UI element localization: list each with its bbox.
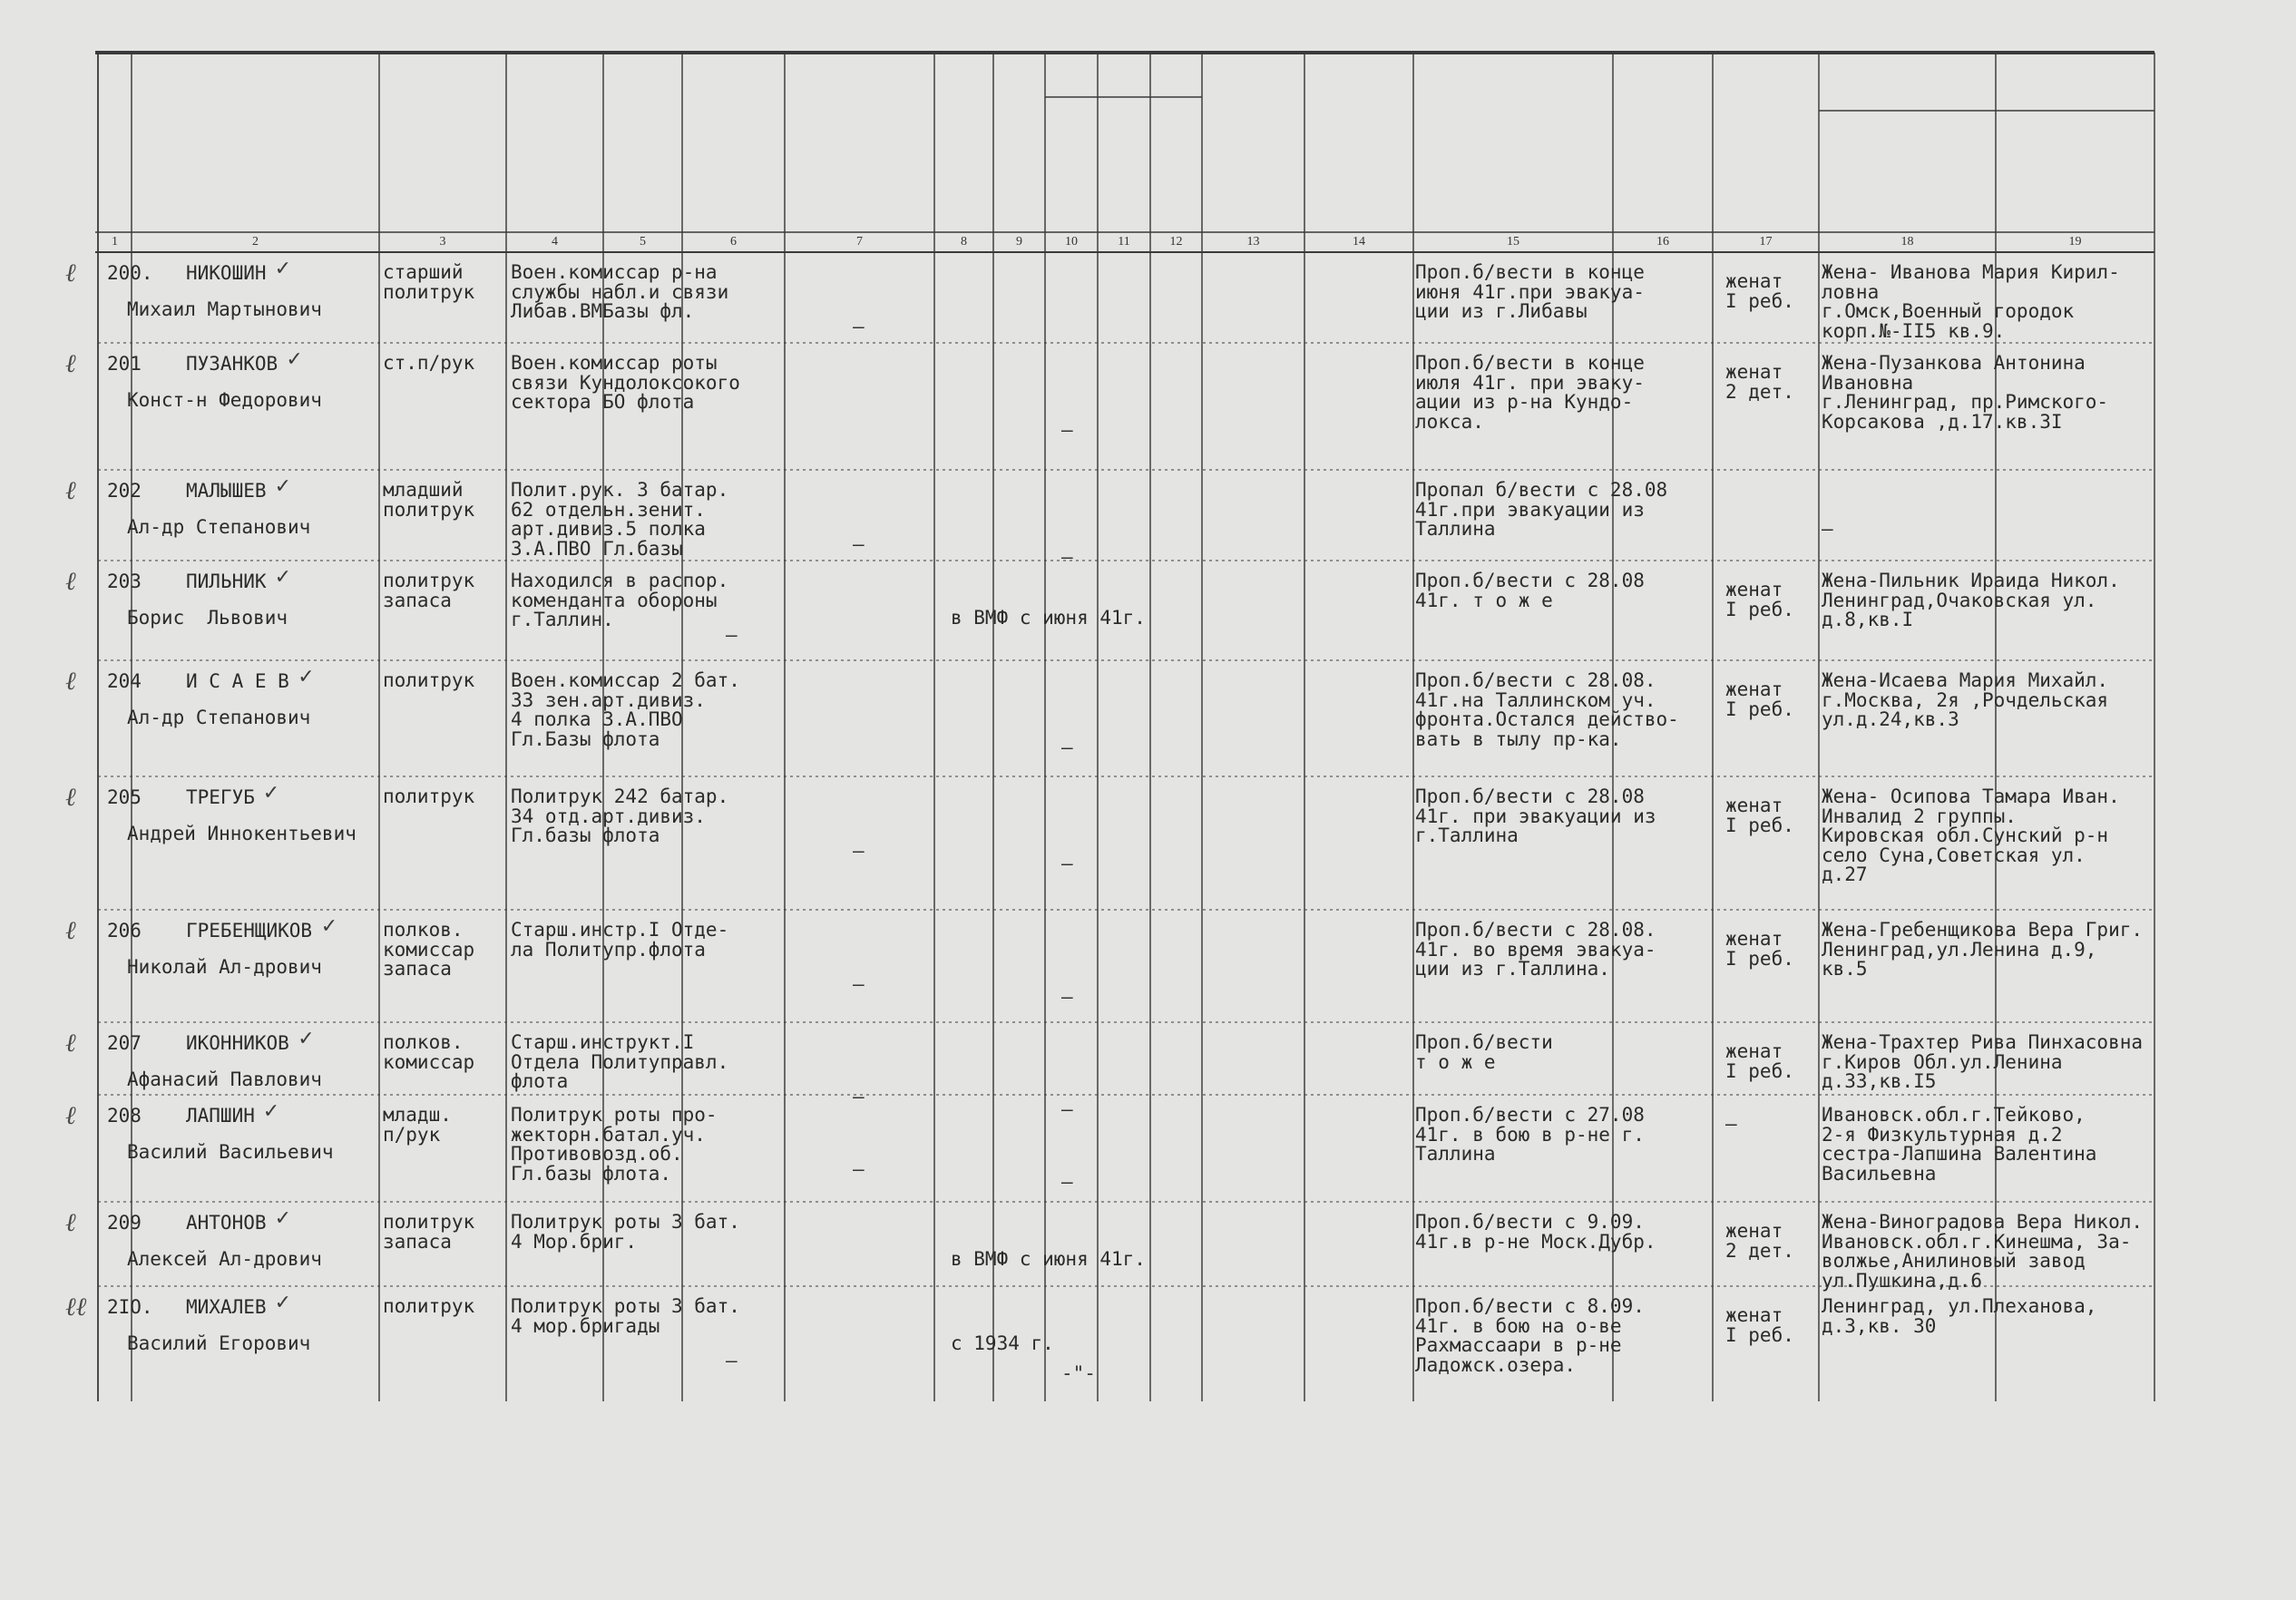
record-rank: политрук запаса [383,570,475,611]
record-number: 201 [107,353,142,375]
column-number: 8 [961,235,967,249]
record-given-names: Андрей Иннокентьевич [127,823,357,844]
handwritten-mark: ℓ [65,1028,76,1058]
record-position: Воен.комиссар роты связи Кундолоксокого сектора БО флота [511,352,740,413]
column-number: 3 [439,235,446,249]
record-marital-status: женат I реб. [1725,1040,1794,1082]
check-mark: ✓ [286,348,303,371]
record-surname: МИХАЛЕВ [186,1296,267,1318]
check-mark: ✓ [274,1207,292,1230]
record-surname: МАЛЫШЕВ [186,480,267,502]
column-number: 18 [1900,235,1914,249]
check-mark: ✓ [320,915,338,938]
record-marital-status: женат I реб. [1725,795,1794,836]
record-reason: Проп.б/вести с 28.08 41г. т о ж е [1415,570,1645,611]
record-relatives: — [1822,518,1833,540]
record-service-term: в ВМФ с июня 41г. [951,1248,1146,1270]
record-rank: политрук [383,669,475,691]
column-number: 9 [1016,235,1022,249]
record-birthplace: — [853,840,865,862]
record-surname: ПИЛЬНИК [186,571,267,592]
record-given-names: Ал-др Степанович [127,516,311,538]
record-relatives: Жена-Виноградова Вера Никол. Ивановск.обл.г.Кинешма, За- волжье,Анилиновый завод ул.Пушкина,д.6 [1822,1211,2144,1292]
record-reason: Проп.б/вести в конце июля 41г. при эваку- ации из р-на Кундо- локса. [1415,352,1645,433]
record-given-names: Борис Львович [127,607,288,629]
record-number: 208 [107,1105,142,1127]
record-rank: старший политрук [383,261,475,303]
check-mark: ✓ [298,666,315,688]
check-mark: ✓ [274,1292,292,1314]
record-party: — [726,1350,738,1371]
record-service-term: в ВМФ с июня 41г. [951,607,1146,629]
record-rank: полков. комиссар запаса [383,919,475,980]
record-given-names: Николай Ал-дрович [127,956,322,978]
record-relatives: Ленинград, ул.Плеханова, д.3,кв. 30 [1822,1295,2097,1337]
check-mark: ✓ [274,475,292,498]
column-number: 7 [856,235,863,249]
column-number: 11 [1118,235,1130,249]
record-reason: Проп.б/вести с 27.08 41г. в бою в р-не г. Таллина [1415,1104,1645,1165]
handwritten-mark: ℓ [65,915,76,945]
check-mark: ✓ [298,1028,315,1050]
record-position: Полит.рук. 3 батар. 62 отдельн.зенит. арт.дивиз.5 полка З.А.ПВО Гл.базы [511,479,729,560]
record-reason: Проп.б/вести т о ж е [1415,1031,1553,1073]
column-number: 16 [1656,235,1669,249]
handwritten-mark: ℓ [65,566,76,596]
record-relatives: Жена- Иванова Мария Кирил- ловна г.Омск,Военный городок корп.№-II5 кв.9. [1822,261,2120,342]
record-number: 203 [107,571,142,592]
column-number: 6 [730,235,737,249]
column-number: 19 [2068,235,2082,249]
record-number: 202 [107,480,142,502]
record-number: 205 [107,786,142,808]
record-marital-status: — [1725,1113,1737,1135]
record-given-names: Василий Егорович [127,1332,311,1354]
record-relatives: Жена- Осипова Тамара Иван. Инвалид 2 группы. Кировская обл.Сунский р-н село Суна,Советская ул. д.27 [1822,785,2120,885]
record-position: Политрук роты 3 бат. 4 Мор.бриг. [511,1211,740,1253]
record-surname: И С А Е В [186,670,289,692]
record-nationality: — [1061,1098,1073,1120]
record-marital-status: женат I реб. [1725,270,1794,312]
check-mark: ✓ [274,566,292,589]
check-mark: ✓ [262,1100,280,1123]
record-rank: младш. п/рук [383,1104,452,1146]
record-relatives: Жена-Пильник Ираида Никол. Ленинград,Очаковская ул. д.8,кв.I [1822,570,2120,630]
record-rank: политрук [383,785,475,807]
record-marital-status: женат I реб. [1725,928,1794,970]
column-number: 4 [552,235,558,249]
record-rank: младший политрук [383,479,475,521]
record-position: Политрук роты 3 бат. 4 мор.бригады [511,1295,740,1337]
record-number: 206 [107,920,142,941]
record-reason: Проп.б/вести в конце июня 41г.при эвакуа- ции из г.Либавы [1415,261,1645,322]
record-marital-status: женат 2 дет. [1725,361,1794,403]
record-given-names: Афанасий Павлович [127,1068,322,1090]
record-number: 207 [107,1032,142,1054]
record-given-names: Ал-др Степанович [127,707,311,728]
record-surname: НИКОШИН [186,262,267,284]
column-number: 13 [1246,235,1260,249]
record-rank: ст.п/рук [383,352,475,374]
record-nationality: — [1061,853,1073,874]
handwritten-mark: ℓ [65,475,76,505]
record-reason: Проп.б/вести с 8.09. 41г. в бою на о-ве Рахмассаари в р-не Ладожск.озера. [1415,1295,1645,1376]
column-number: 1 [112,235,118,249]
record-service-term: с 1934 г. [951,1332,1054,1354]
handwritten-mark: ℓ [65,258,76,288]
record-given-names: Конст-н Федорович [127,389,322,411]
record-surname: ИКОННИКОВ [186,1032,289,1054]
record-surname: ГРЕБЕНЩИКОВ [186,920,313,941]
column-number: 15 [1507,235,1519,249]
handwritten-mark: ℓ [65,348,76,378]
record-relatives: Ивановск.обл.г.Тейково, 2-я Физкультурная д.2 сестра-Лапшина Валентина Васильевна [1822,1104,2097,1185]
check-mark: ✓ [262,782,280,805]
record-nationality: — [1061,419,1073,441]
record-given-names: Василий Васильевич [127,1141,334,1163]
record-birthplace: — [853,1086,865,1107]
column-number: 5 [640,235,646,249]
record-number: 209 [107,1212,142,1234]
record-number: 200. [107,262,153,284]
record-given-names: Алексей Ал-дрович [127,1248,322,1270]
column-number: 2 [252,235,259,249]
column-number: 17 [1759,235,1773,249]
record-rank: полков. комиссар [383,1031,475,1073]
record-nationality: — [1061,546,1073,568]
record-nationality: — [1061,737,1073,758]
record-relatives: Жена-Трахтер Рива Пинхасовна г.Киров Обл.ул.Ленина д.33,кв.I5 [1822,1031,2144,1092]
record-rank: политрук запаса [383,1211,475,1253]
handwritten-mark: ℓ [65,666,76,696]
record-marital-status: женат I реб. [1725,579,1794,620]
record-birthplace: — [853,316,865,337]
check-mark: ✓ [274,258,292,280]
record-surname: ПУЗАНКОВ [186,353,278,375]
record-position: Политрук роты про- жекторн.батал.уч. Противовозд.об. Гл.базы флота. [511,1104,718,1185]
record-party: — [726,624,738,646]
column-number: 10 [1065,235,1078,249]
record-reason: Проп.б/вести с 9.09. 41г.в р-не Моск.Дубр. [1415,1211,1656,1253]
record-surname: ТРЕГУБ [186,786,255,808]
record-birthplace: — [853,973,865,995]
record-position: Находился в распор. коменданта обороны г.Таллин. [511,570,729,630]
record-position: Старш.инстр.I Отде- ла Политупр.флота [511,919,729,961]
handwritten-mark: ℓ [65,1100,76,1130]
record-number: 2IO. [107,1296,153,1318]
record-marital-status: женат I реб. [1725,678,1794,720]
record-reason: Проп.б/вести с 28.08. 41г. во время эвакуа- ции из г.Таллина. [1415,919,1656,980]
record-reason: Проп.б/вести с 28.08. 41г.на Таллинском уч. фронта.Остался действо- вать в тылу пр-ка. [1415,669,1679,750]
record-rank: политрук [383,1295,475,1317]
record-position: Воен.комиссар 2 бат. 33 зен.арт.дивиз. 4 полка З.А.ПВО Гл.Базы флота [511,669,740,750]
record-reason: Пропал б/вести с 28.08 41г.при эвакуации из Таллина [1415,479,1668,540]
record-nationality: -"- [1061,1362,1096,1384]
record-surname: ЛАПШИН [186,1105,255,1127]
handwritten-mark: ℓℓ [65,1292,87,1322]
record-marital-status: женат I реб. [1725,1304,1794,1346]
column-number: 14 [1353,235,1365,249]
record-marital-status: женат 2 дет. [1725,1220,1794,1262]
record-position: Воен.комиссар р-на службы набл.и связи Либав.ВМБазы фл. [511,261,729,322]
record-relatives: Жена-Гребенщикова Вера Григ. Ленинград,ул.Ленина д.9, кв.5 [1822,919,2144,980]
record-position: Старш.инструкт.I Отдела Политуправл. флота [511,1031,729,1092]
record-birthplace: — [853,1158,865,1180]
record-nationality: — [1061,1171,1073,1193]
record-birthplace: — [853,533,865,555]
record-nationality: — [1061,986,1073,1008]
handwritten-mark: ℓ [65,782,76,812]
handwritten-mark: ℓ [65,1207,76,1237]
record-position: Политрук 242 батар. 34 отд.арт.дивиз. Гл.базы флота [511,785,729,846]
record-relatives: Жена-Пузанкова Антонина Ивановна г.Ленинград, пр.Римского- Корсакова ,д.17.кв.3I [1822,352,2109,433]
record-number: 204 [107,670,142,692]
record-reason: Проп.б/вести с 28.08 41г. при эвакуации из г.Таллина [1415,785,1656,846]
record-given-names: Михаил Мартынович [127,298,322,320]
column-number: 12 [1169,235,1183,249]
record-relatives: Жена-Исаева Мария Михайл. г.Москва, 2я ,Рочдельская ул.д.24,кв.3 [1822,669,2109,730]
record-surname: АНТОНОВ [186,1212,267,1234]
